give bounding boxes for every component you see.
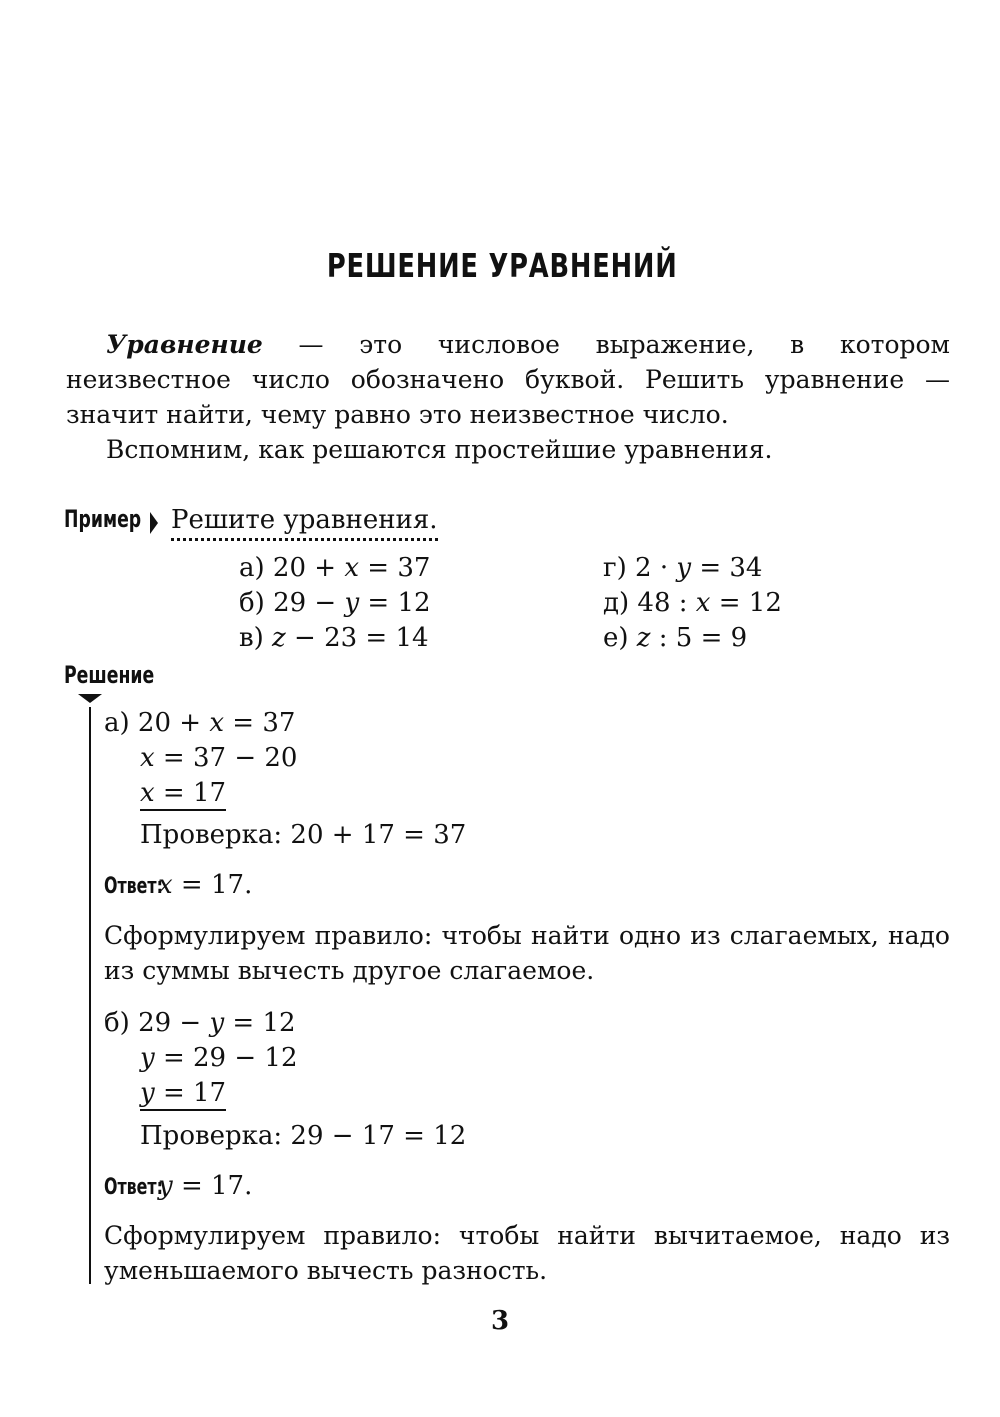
solution-a-line-3: x = 17 [140,776,226,810]
equation-e: е) z : 5 = 9 [603,623,748,653]
example-task: Решите уравнения. [171,503,438,541]
solution-margin-line [89,707,91,1284]
solution-a-check: Проверка: 20 + 17 = 37 [140,820,467,850]
definition-paragraph [66,327,950,432]
solution-a-rule: Сформулируем правило: чтобы найти одно из слагаемых, надо из суммы вычесть другое слагаемое. [104,921,950,985]
page-number: 3 [490,1306,510,1336]
solution-b-line-2: y = 29 − 12 [140,1043,298,1073]
equation-a: а) 20 + x = 37 [239,553,431,583]
solution-label: Решение [64,661,155,689]
equation-g: г) 2 · y = 34 [603,553,763,583]
solution-arrow-icon [78,694,102,703]
solution-a-line-2: x = 37 − 20 [140,743,298,773]
example-label: Пример [64,505,142,533]
definition-text: — это числовое выражение, в котором неизвестное число обозначено буквой. Решить уравнение — значит найти, чему равно это неизвестное число. [66,330,950,429]
solution-a-line-1: а) 20 + x = 37 [104,708,296,738]
recall-text: Вспомним, как решаются простейшие уравнения. [106,435,773,464]
page-title: РЕШЕНИЕ УРАВНЕНИЙ [326,246,678,285]
solution-b-line-3: y = 17 [140,1076,226,1110]
solution-b-line-1: б) 29 − y = 12 [104,1008,296,1038]
term-equation: Уравнение [106,330,263,359]
equation-v: в) z − 23 = 14 [239,623,429,653]
equation-d: д) 48 : x = 12 [603,588,782,618]
example-arrow-icon [150,512,158,534]
solution-b-answer: Ответ:y = 17. [104,1171,253,1201]
solution-b-check: Проверка: 29 − 17 = 12 [140,1121,467,1151]
solution-b-rule: Сформулируем правило: чтобы найти вычитаемое, надо из уменьшаемого вычесть разность. [104,1221,950,1285]
recall-paragraph [66,432,950,467]
equation-b: б) 29 − y = 12 [239,588,431,618]
solution-a-answer: Ответ:x = 17. [104,870,253,900]
